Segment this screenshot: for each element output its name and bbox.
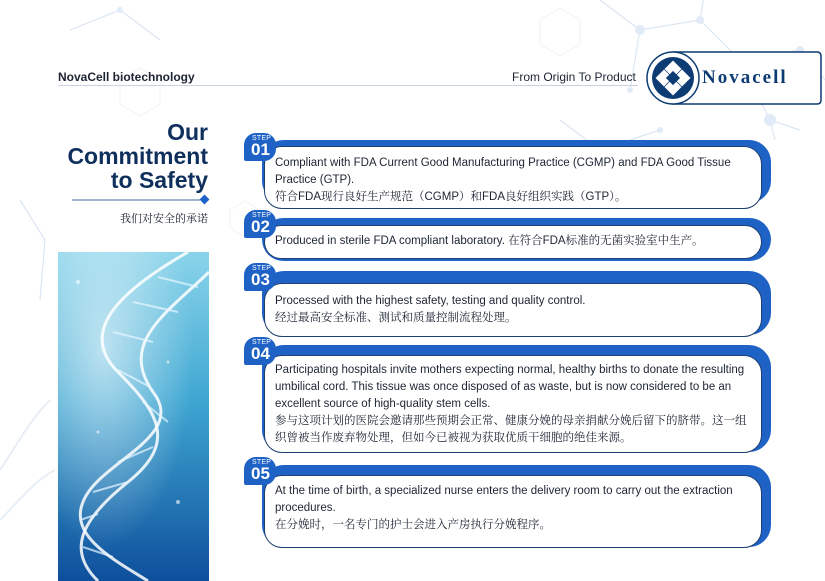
step-04-en: Participating hospitals invite mothers expecting normal, healthy births to donate the resulting umbilical cord. This tissue was once disposed of as waste, but is now considered to be an excellent source of high-quality stem cells. xyxy=(275,364,745,410)
step-05-badge xyxy=(244,457,276,485)
step-02-label: STEP xyxy=(252,212,272,219)
step-03-badge xyxy=(244,263,276,291)
step-01-number: 01 xyxy=(251,140,270,159)
title-line-2: Commitment xyxy=(67,143,208,169)
header-tagline: From Origin To Product xyxy=(512,70,636,84)
step-04-label: STEP xyxy=(252,339,272,346)
step-01-en: Compliant with FDA Current Good Manufacturing Practice (CGMP) and FDA Good Tissue Practice (GTP). xyxy=(275,157,731,186)
step-03-zh: 经过最高安全标准、测试和质量控制流程处理。 xyxy=(275,312,517,324)
step-03-label: STEP xyxy=(252,265,272,272)
logo-wordmark: Novacell xyxy=(702,67,788,88)
page-subtitle: 我们对安全的承诺 xyxy=(120,213,208,225)
step-02-en: Produced in sterile FDA compliant laboratory. 在符合FDA标准的无菌实验室中生产。 xyxy=(275,235,704,247)
title-line-3: to Safety xyxy=(110,167,208,193)
step-05-en: At the time of birth, a specialized nurse enters the delivery room to carry out the extraction procedures. xyxy=(275,485,733,514)
step-01-label: STEP xyxy=(252,135,272,142)
step-05-zh: 在分娩时，一名专门的护士会进入产房执行分娩程序。 xyxy=(275,519,551,531)
step-04-number: 04 xyxy=(251,344,270,363)
step-04-badge xyxy=(244,337,276,365)
title-line-1: Our xyxy=(167,119,208,145)
step-05-label: STEP xyxy=(252,459,272,466)
step-01-zh: 符合FDA现行良好生产规范（CGMP）和FDA良好组织实践（GTP）。 xyxy=(275,191,627,203)
company-name: NovaCell biotechnology xyxy=(58,70,195,84)
step-02-number: 02 xyxy=(251,217,270,236)
dna-helix-image xyxy=(58,252,209,581)
title-underline xyxy=(72,199,200,201)
step-05-number: 05 xyxy=(251,464,270,483)
header-divider xyxy=(58,85,638,86)
step-03-en: Processed with the highest safety, testing and quality control. xyxy=(275,295,586,307)
page-title xyxy=(67,120,208,192)
step-03-number: 03 xyxy=(251,270,270,289)
step-04-zh: 参与这项计划的医院会邀请那些预期会正常、健康分娩的母亲捐献分娩后留下的脐带。这一组织曾被当作废弃物处理，但如今已被视为获取优质干细胞的绝佳来源。 xyxy=(275,415,747,444)
step-01-badge xyxy=(244,133,276,161)
step-02-badge xyxy=(244,210,276,238)
title-diamond-icon xyxy=(200,195,210,205)
